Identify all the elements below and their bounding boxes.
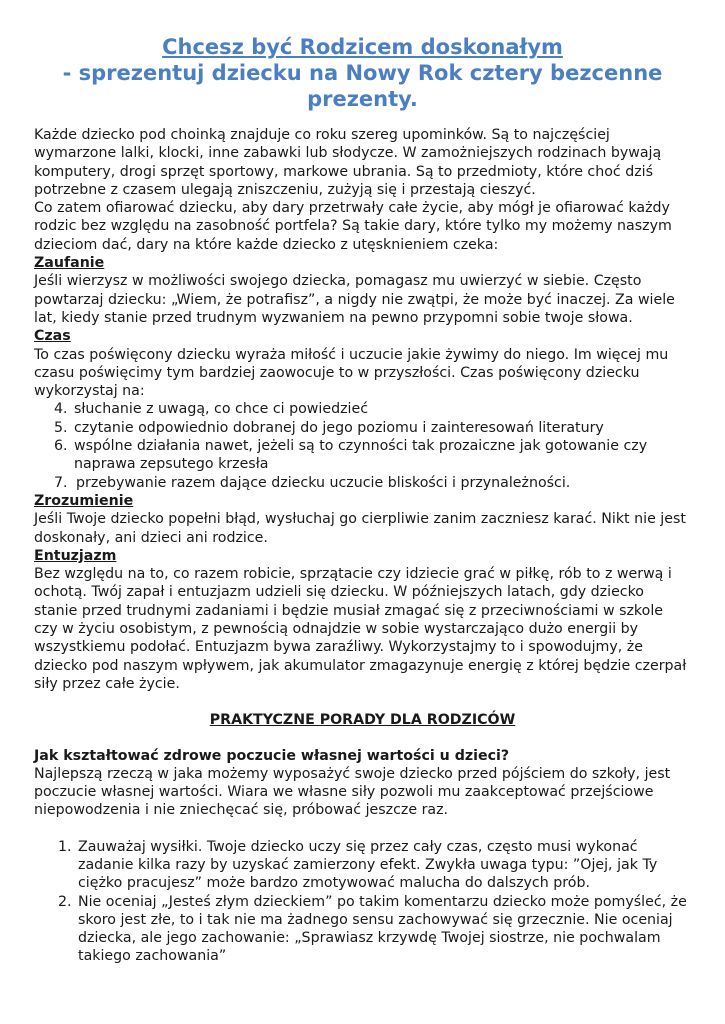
heading-czas: Czas	[34, 328, 71, 345]
porady-list	[34, 838, 691, 966]
title-line-2: - sprezentuj dziecku na Nowy Rok cztery bezcenne prezenty.	[62, 61, 663, 111]
heading-zrozumienie: Zrozumienie	[34, 492, 134, 509]
list-text: Zauważaj wysiłki. Twoje dziecko uczy się przez cały czas, często musi wykonać zadanie kilka razy by uzyskać zamierzony efekt. Zwykła uwaga typu: ”Ojej, jak Ty ciężko pracujesz” może bardzo zmotywować malucha do dalszych prób.	[78, 838, 658, 892]
list-text: wspólne działania nawet, jeżeli są to czynności tak prozaiczne jak gotowanie czy naprawa zepsutego krzesła	[74, 438, 648, 473]
list-text: czytanie odpowiednio dobranej do jego poziomu i zainteresowań literatury	[74, 419, 604, 436]
list-number: 6.	[54, 438, 68, 455]
document-title	[34, 34, 691, 112]
porady-text: Najlepszą rzeczą w jaka możemy wyposażyć swoje dziecko przed pójściem do szkoły, jest poczucie własnej wartości. Wiara we własne siły pozwoli mu zaakceptować przejściowe niepowodzenia i nie zniechęcać się, próbować jeszcze raz.	[34, 765, 671, 819]
text-zaufanie: Jeśli wierzysz w możliwości swojego dziecka, pomagasz mu uwierzyć w siebie. Często powtarzaj dziecku: „Wiem, że potrafisz”, a nigdy nie zwątpi, że może być inaczej. Za wiele lat, kiedy stanie przed trudnym wyzwaniem na pewno przypomni sobie twoje słowa.	[34, 273, 675, 326]
list-number: 2.	[58, 893, 72, 910]
heading-porady: PRAKTYCZNE PORADY DLA RODZICÓW	[209, 712, 516, 729]
heading-entuzjazm: Entuzjazm	[34, 547, 117, 564]
list-item	[34, 437, 691, 474]
list-item	[34, 400, 691, 418]
list-item	[34, 893, 691, 966]
text-entuzjazm: Bez względu na to, co razem robicie, sprzątacie czy idziecie grać w piłkę, rób to z werwą i ochotą. Twój zapał i entuzjazm udzieli się dziecku. W późniejszych latach, gdy dziecko stanie przed trudnymi zadaniami i będzie musiał zmagać się z przeciwnościami w szkole czy w życiu osobistym, z pewnością odnajdzie w sobie wystarczająco dużo energii by wszystkiemu podołać. Entuzjazm bywa zaraźliwy. Wykorzystajmy to i spowodujmy, że dziecko pod naszym wpływem, jak akumulator zmagazynuje energię z której będzie czerpał siły przez całe życie.	[34, 566, 687, 692]
spacer	[34, 820, 691, 838]
list-number: 7.	[54, 474, 68, 491]
list-text: Nie oceniaj „Jesteś złym dzieckiem” po takim komentarzu dziecko może pomyśleć, że skoro jest złe, to i tak nie ma żadnego sensu zachowywać się grzecznie. Nie oceniaj dziecka, ale jego zachowanie: „Sprawiasz krzywdę Twojej siostrze, nie pochwalam takiego zachowania”	[78, 893, 687, 965]
text-czas: To czas poświęcony dziecku wyraża miłość i uczucie jakie żywimy do niego. Im więcej mu czasu poświęcimy tym bardziej zaowocuje to w przyszłości. Czas poświęcony dziecku wykorzystaj na:	[34, 346, 669, 400]
list-item	[34, 474, 691, 492]
czas-list	[34, 400, 691, 491]
intro-paragraph-1: Każde dziecko pod choinką znajduje co roku szereg upominków. Są to najczęściej wymarzone lalki, klocki, inne zabawki lub słodycze. W zamożniejszych rodzinach bywają komputery, drogi sprzęt sportowy, markowe ubrania. Są to przedmioty, które choć dziś potrzebne z czasem ulegają zniszczeniu, zużyją się i przestają cieszyć.	[34, 127, 662, 198]
list-item	[34, 838, 691, 893]
list-text: przebywanie razem dające dziecku uczucie bliskości i przynależności.	[76, 474, 571, 491]
intro-paragraph-2: Co zatem ofiarować dziecku, aby dary przetrwały całe życie, aby mógł je ofiarować każdy rodzic bez względu na zasobność portfela? Są takie dary, które tylko my możemy naszym dzieciom dać, dary na które każde dziecko z utęsknieniem czeka:	[34, 200, 672, 253]
heading-zaufanie: Zaufanie	[34, 255, 105, 272]
porady-question: Jak kształtować zdrowe poczucie własnej wartości u dzieci?	[34, 747, 510, 764]
title-line-1: Chcesz być Rodzicem doskonałym	[162, 35, 563, 59]
list-text: słuchanie z uwagą, co chce ci powiedzieć	[74, 401, 368, 418]
list-number: 4.	[54, 401, 68, 418]
list-number: 1.	[58, 838, 72, 855]
list-number: 5.	[54, 419, 68, 436]
list-item	[34, 419, 691, 437]
text-zrozumienie: Jeśli Twoje dziecko popełni błąd, wysłuchaj go cierpliwie zanim zaczniesz karać. Nikt nie jest doskonały, ani dzieci ani rodzice.	[34, 511, 686, 546]
